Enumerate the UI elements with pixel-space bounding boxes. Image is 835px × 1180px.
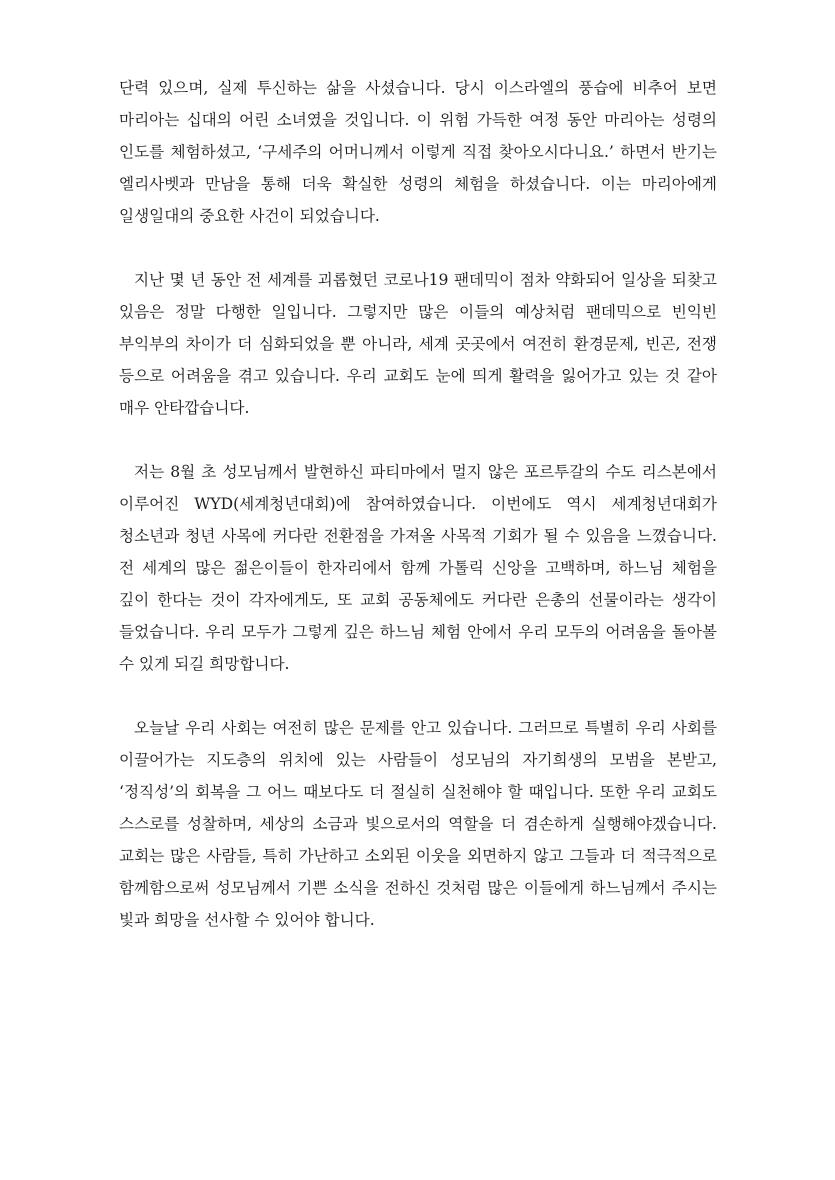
document-body <box>119 72 717 936</box>
paragraph-1: 단력 있으며, 실제 투신하는 삶을 사셨습니다. 당시 이스라엘의 풍습에 비추어 보면 마리아는 십대의 어린 소녀였을 것입니다. 이 위험 가득한 여정 동안 마리아는 성령의 인도를 체험하셨고, ‘구세주의 어머니께서 이렇게 직접 찾아오시다니요.’ 하면서 반기는 엘리사벳과 만남을 통해 더욱 확실한 성령의 체험을 하셨습니다. 이는 마리아에게 일생일대의 중요한 사건이 되었습니다. <box>119 79 717 225</box>
paragraph-gap <box>119 680 717 712</box>
paragraph-3: 저는 8월 초 성모님께서 발현하신 파티마에서 멀지 않은 포르투갈의 수도 리스본에서 이루어진 WYD(세계청년대회)에 참여하였습니다. 이번에도 역시 세계청년대회가 청소년과 청년 사목에 커다란 전환점을 가져올 사목적 기회가 될 수 있음을 느꼈습니다. 전 세계의 많은 젊은이들이 한자리에서 함께 가톨릭 신앙을 고백하며, 하느님 체험을 깊이 한다는 것이 각자에게도, 또 교회 공동체에도 커다란 은총의 선물이라는 생각이 들었습니다. 우리 모두가 그렇게 깊은 하느님 체험 안에서 우리 모두의 어려움을 돌아볼 수 있게 되길 희망합니다. <box>119 463 717 673</box>
paragraph-2: 지난 몇 년 동안 전 세계를 괴롭혔던 코로나19 팬데믹이 점차 약화되어 일상을 되찾고 있음은 정말 다행한 일입니다. 그렇지만 많은 이들의 예상처럼 팬데믹으로 빈익빈 부익부의 차이가 더 심화되었을 뿐 아니라, 세계 곳곳에서 여전히 환경문제, 빈곤, 전쟁 등으로 어려움을 겪고 있습니다. 우리 교회도 눈에 띄게 활력을 잃어가고 있는 것 같아 매우 안타깝습니다. <box>119 271 717 417</box>
paragraph-4: 오늘날 우리 사회는 여전히 많은 문제를 안고 있습니다. 그러므로 특별히 우리 사회를 이끌어가는 지도층의 위치에 있는 사람들이 성모님의 자기희생의 모범을 본받고, ‘정직성’의 회복을 그 어느 때보다도 더 절실히 실천해야 할 때입니다. 또한 우리 교회도 스스로를 성찰하며, 세상의 소금과 빛으로서의 역할을 더 겸손하게 실행해야겠습니다. 교회는 많은 사람들, 특히 가난하고 소외된 이웃을 외면하지 않고 그들과 더 적극적으로 함께함으로써 성모님께서 기쁜 소식을 전하신 것처럼 많은 이들에게 하느님께서 주시는 빛과 희망을 선사할 수 있어야 합니다. <box>119 719 717 929</box>
paragraph-gap <box>119 232 717 264</box>
paragraph-gap <box>119 424 717 456</box>
